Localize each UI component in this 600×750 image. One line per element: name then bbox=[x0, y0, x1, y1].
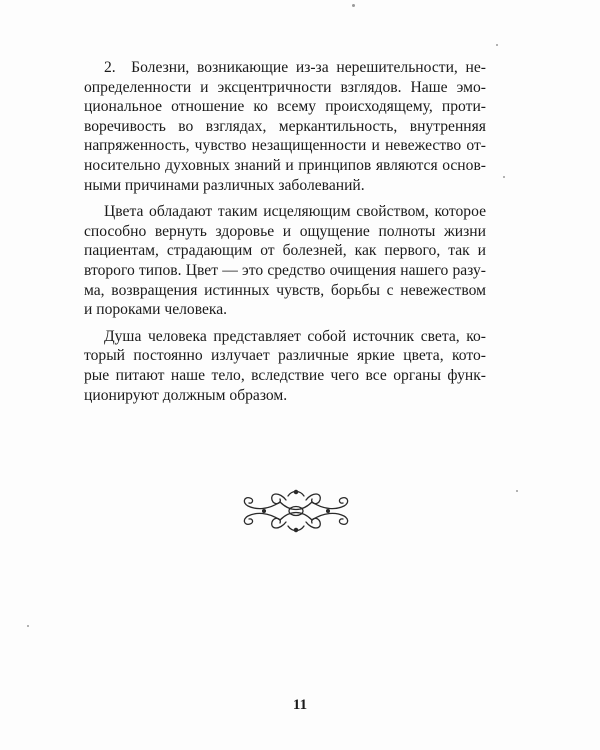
text-line: ционируют должным образом. bbox=[84, 386, 288, 404]
paragraph-1 bbox=[84, 58, 486, 195]
paragraph-2 bbox=[84, 202, 486, 320]
text-line: второго типов. Цвет — это средство очищения нашего разу- bbox=[84, 261, 486, 279]
text-line: способно вернуть здоровье и ощущение полноты жизни bbox=[84, 222, 486, 240]
text-line: ма, возвращения истинных чувств, борьбы с невежеством bbox=[84, 281, 486, 299]
text-line: 2. Болезни, возникающие из-за нерешительности, не- bbox=[104, 59, 486, 76]
ornament-flourish-icon bbox=[240, 480, 352, 542]
body-text bbox=[84, 58, 486, 405]
text-line: воречивость во взглядах, меркантильность, внутренняя bbox=[84, 117, 486, 135]
scan-speck bbox=[496, 44, 498, 46]
text-line: рые питают наше тело, вследствие чего все органы функ- bbox=[84, 366, 486, 384]
scan-speck bbox=[503, 176, 505, 178]
scan-speck bbox=[516, 490, 518, 492]
scan-speck bbox=[352, 4, 355, 7]
page-number: 11 bbox=[292, 697, 308, 713]
text-line: ными причинами различных заболеваний. bbox=[84, 176, 365, 194]
text-line: и пороками человека. bbox=[84, 301, 228, 319]
text-line: напряженность, чувство незащищенности и невежество от- bbox=[84, 137, 486, 155]
text-line: циональное отношение ко всему происходящему, проти- bbox=[84, 98, 486, 116]
text-line: Цвета обладают таким исцеляющим свойством, которое bbox=[104, 203, 486, 221]
text-line: торый постоянно излучает различные яркие цвета, кото- bbox=[84, 347, 486, 365]
paragraph-3 bbox=[84, 327, 486, 405]
text-line: носительно духовных знаний и принципов являются основ- bbox=[84, 156, 486, 174]
text-line: пациентам, страдающим от болезней, как первого, так и bbox=[84, 242, 486, 260]
text-line: определенности и эксцентричности взглядов. Наше эмо- bbox=[84, 78, 486, 96]
text-line: Душа человека представляет собой источник света, ко- bbox=[104, 327, 486, 345]
scan-speck bbox=[27, 625, 29, 627]
